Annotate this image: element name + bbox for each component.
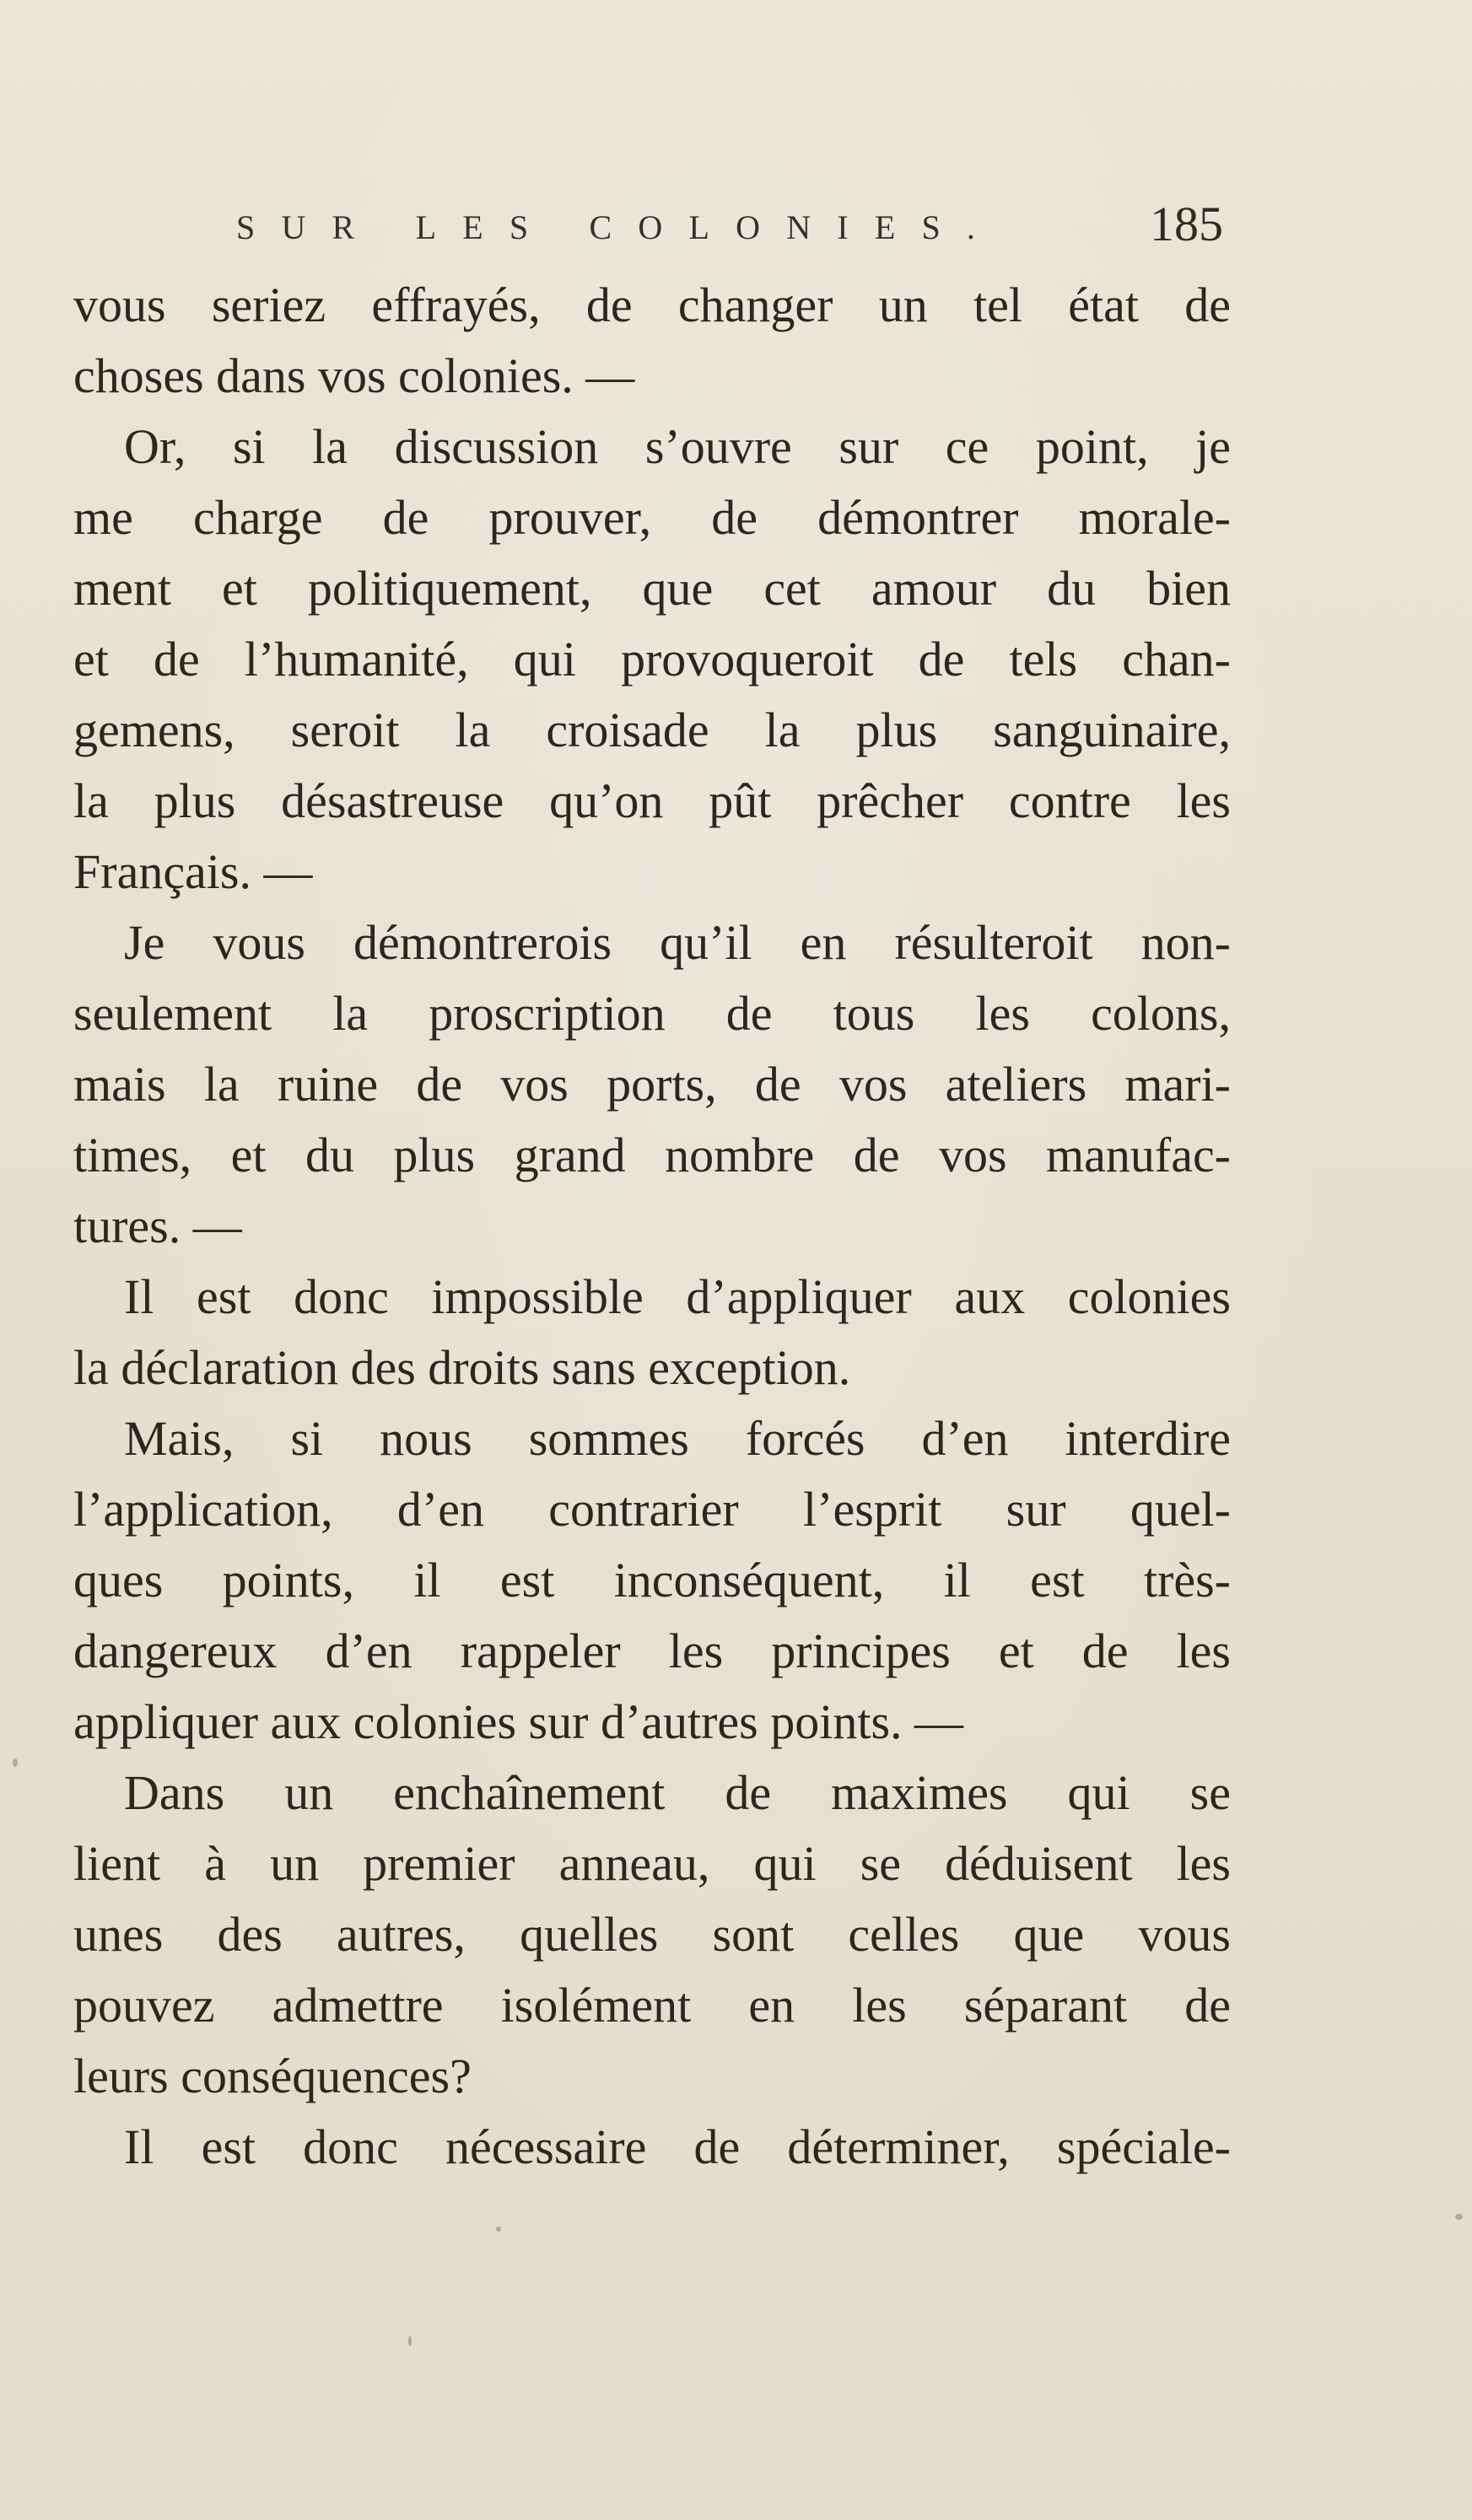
text-line: l’application, d’en contrarier l’esprit sur quel- bbox=[73, 1482, 1231, 1537]
paragraph-first-line: Or, si la discussion s’ouvre sur ce point, je bbox=[124, 419, 1231, 474]
text-line: Français. — bbox=[73, 844, 313, 899]
text-line: mais la ruine de vos ports, de vos ateliers mari- bbox=[73, 1057, 1231, 1112]
paper-speck bbox=[408, 2336, 412, 2346]
body-text bbox=[73, 270, 1231, 2183]
paper-speck bbox=[496, 2227, 501, 2232]
text-line: et de l’humanité, qui provoqueroit de tels chan- bbox=[73, 632, 1231, 687]
text-line: ment et politiquement, que cet amour du bien bbox=[73, 561, 1231, 616]
text-line: pouvez admettre isolément en les séparant de bbox=[73, 1978, 1231, 2033]
text-line: tures. — bbox=[73, 1198, 242, 1253]
page-number: 185 bbox=[1150, 197, 1223, 251]
text-line: seulement la proscription de tous les colons, bbox=[73, 986, 1231, 1041]
text-line: unes des autres, quelles sont celles que vous bbox=[73, 1907, 1231, 1962]
paper-speck bbox=[13, 1758, 18, 1767]
text-line: choses dans vos colonies. — bbox=[73, 348, 635, 403]
text-line: la déclaration des droits sans exception. bbox=[73, 1340, 851, 1395]
paragraph-first-line: Il est donc impossible d’appliquer aux colonies bbox=[124, 1269, 1231, 1324]
paragraph-first-line: Dans un enchaînement de maximes qui se bbox=[124, 1765, 1231, 1820]
paragraph-first-line: Mais, si nous sommes forcés d’en interdire bbox=[124, 1411, 1231, 1466]
running-head bbox=[236, 196, 1223, 263]
text-line: dangereux d’en rappeler les principes et de les bbox=[73, 1623, 1231, 1678]
text-line: ques points, il est inconséquent, il est très- bbox=[73, 1553, 1231, 1607]
text-line: lient à un premier anneau, qui se déduisent les bbox=[73, 1836, 1231, 1891]
text-line: appliquer aux colonies sur d’autres points. — bbox=[73, 1694, 964, 1749]
text-line: leurs conséquences? bbox=[73, 2049, 472, 2103]
paragraph-first-line: Je vous démontrerois qu’il en résulteroit non- bbox=[124, 915, 1231, 970]
text-line: times, et du plus grand nombre de vos manufac- bbox=[73, 1128, 1231, 1182]
text-line: vous seriez effrayés, de changer un tel état de bbox=[73, 277, 1231, 332]
text-line: me charge de prouver, de démontrer morale- bbox=[73, 490, 1231, 545]
text-line: gemens, seroit la croisade la plus sanguinaire, bbox=[73, 703, 1231, 757]
text-line: la plus désastreuse qu’on pût prêcher contre les bbox=[73, 773, 1231, 828]
running-title: SUR LES COLONIES. bbox=[236, 208, 1002, 246]
paper-speck bbox=[1455, 2214, 1463, 2220]
paragraph-first-line: Il est donc nécessaire de déterminer, spéciale- bbox=[124, 2119, 1231, 2174]
